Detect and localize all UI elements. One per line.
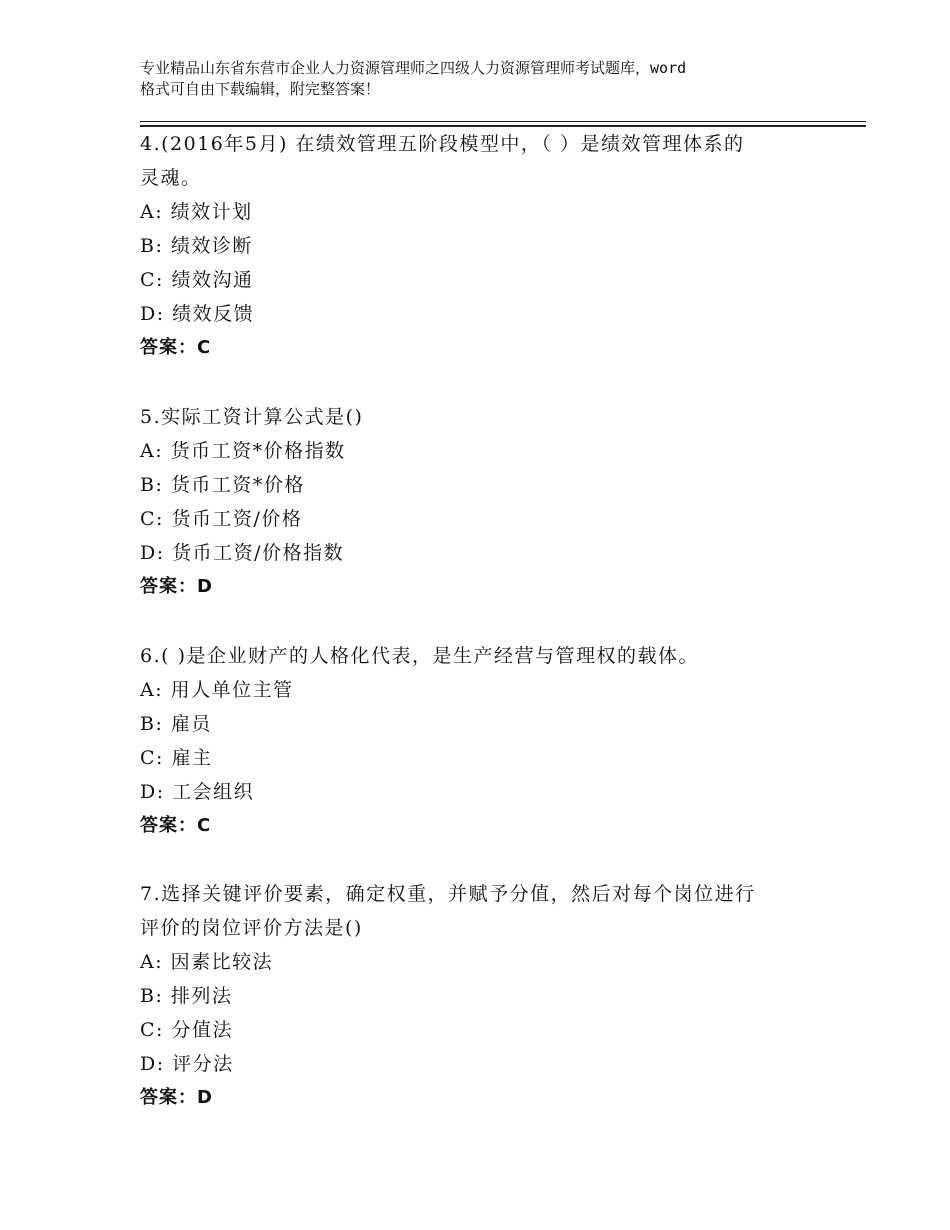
option-a: A: 绩效计划: [140, 201, 253, 223]
header-line-1: 专业精品山东省东营市企业人力资源管理师之四级人力资源管理师考试题库，word: [140, 59, 687, 77]
option-c: C: 货币工资/价格: [140, 508, 303, 530]
option-c: C: 雇主: [140, 747, 213, 769]
option-a: A: 因素比较法: [140, 951, 274, 973]
question-6: [140, 639, 820, 843]
answer-line: 答案：D: [140, 576, 213, 597]
document-header: [140, 58, 840, 100]
question-stem-line: 评价的岗位评价方法是(): [140, 917, 363, 939]
answer-line: 答案：C: [140, 815, 212, 836]
answer-line: 答案：C: [140, 337, 212, 358]
question-stem-line: 4.(2016年5月) 在绩效管理五阶段模型中，（ ）是绩效管理体系的: [140, 133, 745, 155]
question-stem-line: 6.( )是企业财产的人格化代表，是生产经营与管理权的载体。: [140, 645, 699, 667]
question-7: [140, 877, 820, 1115]
option-d: D: 工会组织: [140, 781, 255, 803]
question-stem-line: 7.选择关键评价要素，确定权重，并赋予分值，然后对每个岗位进行: [140, 883, 756, 905]
question-5: [140, 400, 820, 604]
option-b: B: 绩效诊断: [140, 235, 253, 257]
header-divider-thin: [140, 121, 866, 122]
option-b: B: 雇员: [140, 713, 212, 735]
option-a: A: 用人单位主管: [140, 679, 294, 701]
option-c: C: 绩效沟通: [140, 269, 254, 291]
option-d: D: 评分法: [140, 1053, 234, 1075]
question-4: [140, 127, 820, 365]
option-d: D: 货币工资/价格指数: [140, 542, 345, 564]
option-d: D: 绩效反馈: [140, 303, 255, 325]
option-b: B: 货币工资*价格: [140, 474, 305, 496]
option-b: B: 排列法: [140, 985, 233, 1007]
question-stem-line: 灵魂。: [140, 167, 202, 189]
option-a: A: 货币工资*价格指数: [140, 440, 346, 462]
answer-line: 答案：D: [140, 1087, 213, 1108]
header-line-2: 格式可自由下载编辑，附完整答案！: [140, 80, 381, 98]
question-stem-line: 5.实际工资计算公式是(): [140, 406, 364, 428]
option-c: C: 分值法: [140, 1019, 233, 1041]
